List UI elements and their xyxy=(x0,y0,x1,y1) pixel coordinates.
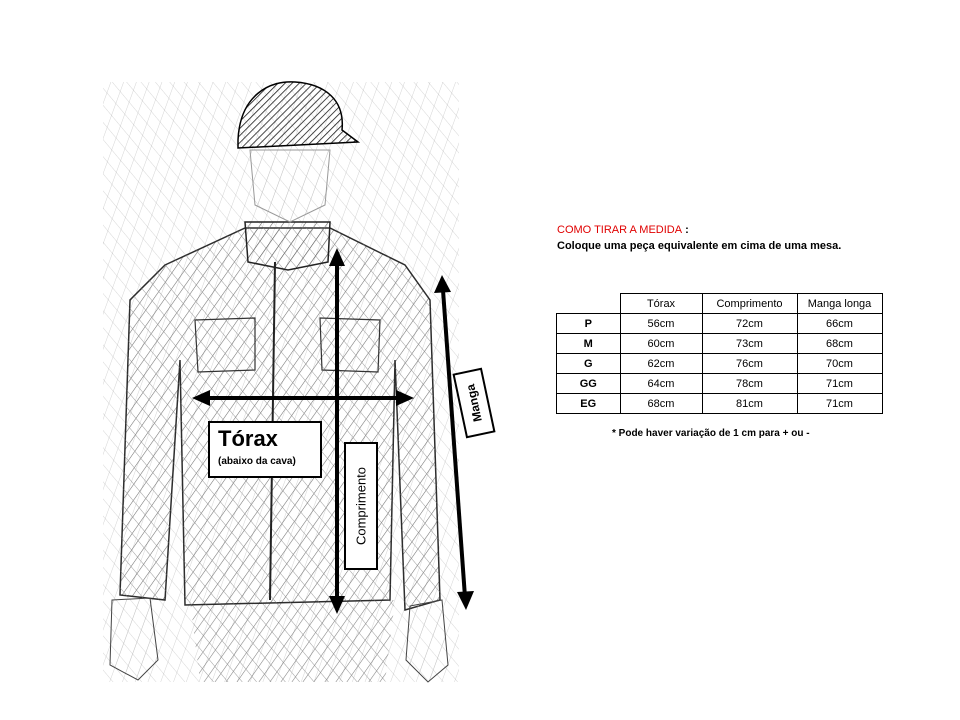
variation-note: * Pode haver variação de 1 cm para + ou - xyxy=(612,428,810,439)
comprimento-label: Comprimento xyxy=(353,466,369,546)
size-cell: M xyxy=(557,334,621,354)
manga-cell: 68cm xyxy=(797,334,882,354)
size-cell: GG xyxy=(557,374,621,394)
comprimento-cell: 73cm xyxy=(702,334,797,354)
torax-label-box xyxy=(208,421,322,478)
comprimento-cell: 81cm xyxy=(702,394,797,414)
manga-cell: 71cm xyxy=(797,374,882,394)
torax-cell: 60cm xyxy=(620,334,702,354)
comprimento-label-box xyxy=(344,442,378,570)
torax-label-subtitle: (abaixo da cava) xyxy=(218,456,296,467)
manga-cell: 71cm xyxy=(797,394,882,414)
torax-cell: 56cm xyxy=(620,314,702,334)
manga-cell: 70cm xyxy=(797,354,882,374)
table-header-manga: Manga longa xyxy=(797,294,882,314)
torax-cell: 68cm xyxy=(620,394,702,414)
instructions-title-suffix: : xyxy=(682,224,689,236)
torax-label-title: Tórax xyxy=(218,426,278,451)
measurement-instructions xyxy=(557,222,841,254)
size-cell: EG xyxy=(557,394,621,414)
table-row xyxy=(557,354,883,374)
table-header-row xyxy=(557,294,883,314)
table-header-comprimento: Comprimento xyxy=(702,294,797,314)
torax-cell: 64cm xyxy=(620,374,702,394)
comprimento-cell: 78cm xyxy=(702,374,797,394)
table-row xyxy=(557,314,883,334)
table-row xyxy=(557,374,883,394)
comprimento-cell: 72cm xyxy=(702,314,797,334)
table-row xyxy=(557,394,883,414)
manga-cell: 66cm xyxy=(797,314,882,334)
table-header-torax: Tórax xyxy=(620,294,702,314)
instructions-body: Coloque uma peça equivalente em cima de uma mesa. xyxy=(557,240,842,252)
torax-cell: 62cm xyxy=(620,354,702,374)
size-cell: P xyxy=(557,314,621,334)
manga-label: Manga xyxy=(463,382,485,424)
comprimento-cell: 76cm xyxy=(702,354,797,374)
size-chart-table xyxy=(556,293,883,414)
instructions-title: COMO TIRAR A MEDIDA xyxy=(557,224,683,236)
size-cell: G xyxy=(557,354,621,374)
table-row xyxy=(557,334,883,354)
table-header-blank xyxy=(557,294,621,314)
